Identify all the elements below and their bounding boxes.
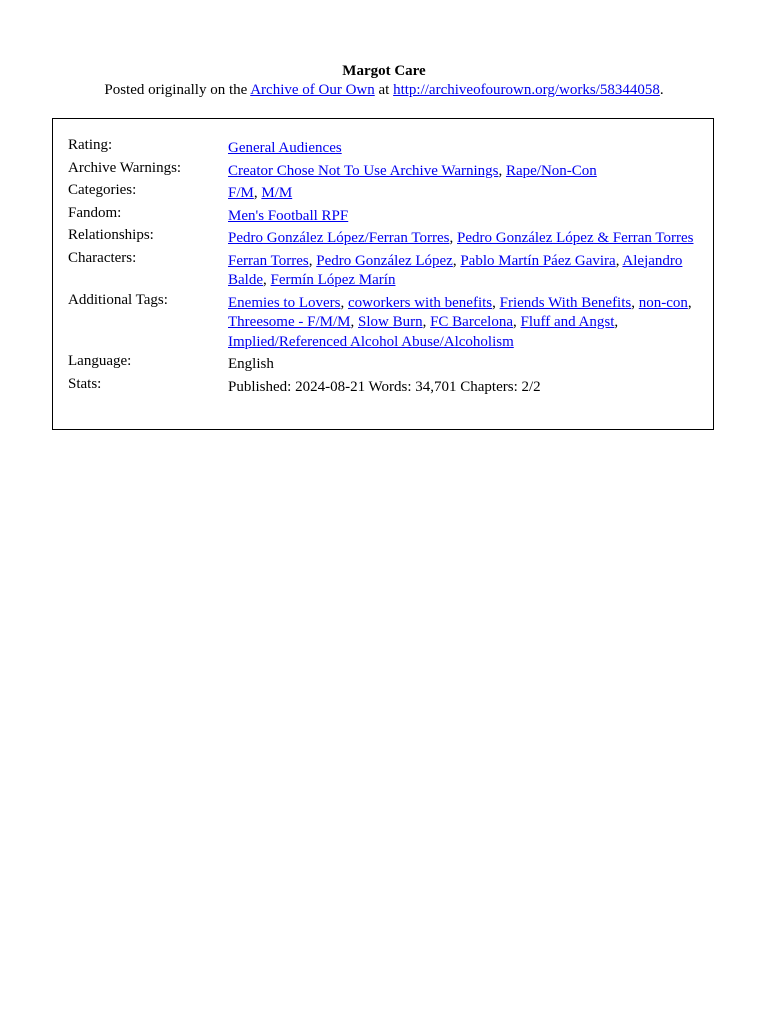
stats-row bbox=[68, 375, 700, 398]
relationship-tag-link[interactable]: Pedro González López & Ferran Torres bbox=[457, 230, 694, 246]
character-tag-link[interactable]: Pedro González López bbox=[316, 252, 453, 269]
relationships-label: Relationships: bbox=[68, 227, 154, 243]
rating-label: Rating: bbox=[68, 137, 113, 153]
tag-separator: , bbox=[492, 294, 500, 311]
tags-value bbox=[228, 291, 700, 353]
characters-value bbox=[228, 249, 700, 291]
stats-value: Published: 2024-08-21 Words: 34,701 Chapters: 2/2 bbox=[228, 378, 541, 395]
work-header bbox=[0, 62, 768, 100]
rating-value bbox=[228, 136, 700, 159]
posted-prefix: Posted originally on the bbox=[104, 82, 251, 98]
freeform-tag-link[interactable]: Fluff and Angst bbox=[520, 314, 615, 330]
tag-separator: , bbox=[308, 252, 317, 269]
tag-separator: , bbox=[350, 314, 358, 330]
archive-link[interactable]: Archive of Our Own bbox=[250, 82, 375, 98]
warnings-value bbox=[228, 159, 700, 182]
rating-tag-link[interactable]: General Audiences bbox=[228, 140, 342, 156]
fandom-value bbox=[228, 204, 700, 227]
category-tag-link[interactable]: M/M bbox=[261, 185, 293, 201]
freeform-tag-link[interactable]: Enemies to Lovers bbox=[228, 294, 341, 311]
posted-mid: at bbox=[374, 82, 394, 98]
freeform-tag-link[interactable]: Implied/Referenced Alcohol Abuse/Alcoholism bbox=[228, 333, 514, 350]
fandom-row bbox=[68, 204, 700, 227]
tag-separator: , bbox=[449, 230, 457, 246]
posted-suffix: . bbox=[659, 82, 664, 98]
relationships-value bbox=[228, 226, 700, 249]
warning-tag-link[interactable]: Creator Chose Not To Use Archive Warnings bbox=[228, 162, 499, 179]
fandom-label: Fandom: bbox=[68, 204, 122, 221]
metadata-table bbox=[68, 136, 700, 397]
categories-label: Categories: bbox=[68, 182, 137, 198]
tag-separator: , bbox=[253, 185, 262, 201]
categories-row bbox=[68, 181, 700, 204]
character-tag-link[interactable]: Alejandro Balde bbox=[228, 252, 683, 288]
tags-row bbox=[68, 291, 700, 353]
freeform-tag-link[interactable]: coworkers with benefits bbox=[347, 294, 493, 311]
character-tag-link[interactable]: Pablo Martín Páez Gavira bbox=[460, 252, 616, 269]
tag-separator: , bbox=[422, 314, 431, 330]
tag-separator: , bbox=[615, 252, 623, 269]
language-row bbox=[68, 352, 700, 375]
freeform-tag-link[interactable]: Friends With Benefits bbox=[499, 294, 632, 311]
freeform-tag-link[interactable]: Threesome - F/M/M bbox=[228, 314, 351, 330]
categories-value bbox=[228, 181, 700, 204]
language-value: English bbox=[228, 356, 274, 372]
tags-label: Additional Tags: bbox=[68, 291, 168, 308]
tag-separator: , bbox=[512, 314, 521, 330]
relationships-row bbox=[68, 226, 700, 249]
language-label: Language: bbox=[68, 353, 132, 369]
characters-label: Characters: bbox=[68, 249, 137, 266]
posted-line bbox=[0, 81, 768, 100]
tag-separator: , bbox=[340, 294, 348, 311]
characters-row bbox=[68, 249, 700, 291]
work-url-link[interactable]: http://archiveofourown.org/works/58344058 bbox=[393, 82, 660, 98]
tag-separator: , bbox=[614, 314, 619, 330]
work-title: Margot Care bbox=[342, 63, 426, 79]
warnings-row bbox=[68, 159, 700, 182]
stats-label: Stats: bbox=[68, 375, 102, 392]
metadata-box bbox=[52, 118, 714, 430]
character-tag-link[interactable]: Ferran Torres bbox=[228, 252, 309, 269]
relationship-tag-link[interactable]: Pedro González López/Ferran Torres bbox=[228, 230, 450, 246]
warnings-label: Archive Warnings: bbox=[68, 159, 182, 176]
tag-separator: , bbox=[687, 294, 692, 311]
category-tag-link[interactable]: F/M bbox=[228, 185, 254, 201]
tag-separator: , bbox=[498, 162, 506, 179]
tag-separator: , bbox=[452, 252, 461, 269]
fandom-tag-link[interactable]: Men's Football RPF bbox=[228, 207, 349, 224]
freeform-tag-link[interactable]: non-con bbox=[638, 294, 688, 311]
freeform-tag-link[interactable]: Slow Burn bbox=[357, 314, 423, 330]
freeform-tag-link[interactable]: FC Barcelona bbox=[430, 314, 513, 330]
tag-separator: , bbox=[263, 272, 271, 288]
rating-row bbox=[68, 136, 700, 159]
warning-tag-link[interactable]: Rape/Non-Con bbox=[505, 162, 597, 179]
tag-separator: , bbox=[631, 294, 639, 311]
character-tag-link[interactable]: Fermín López Marín bbox=[270, 272, 396, 288]
